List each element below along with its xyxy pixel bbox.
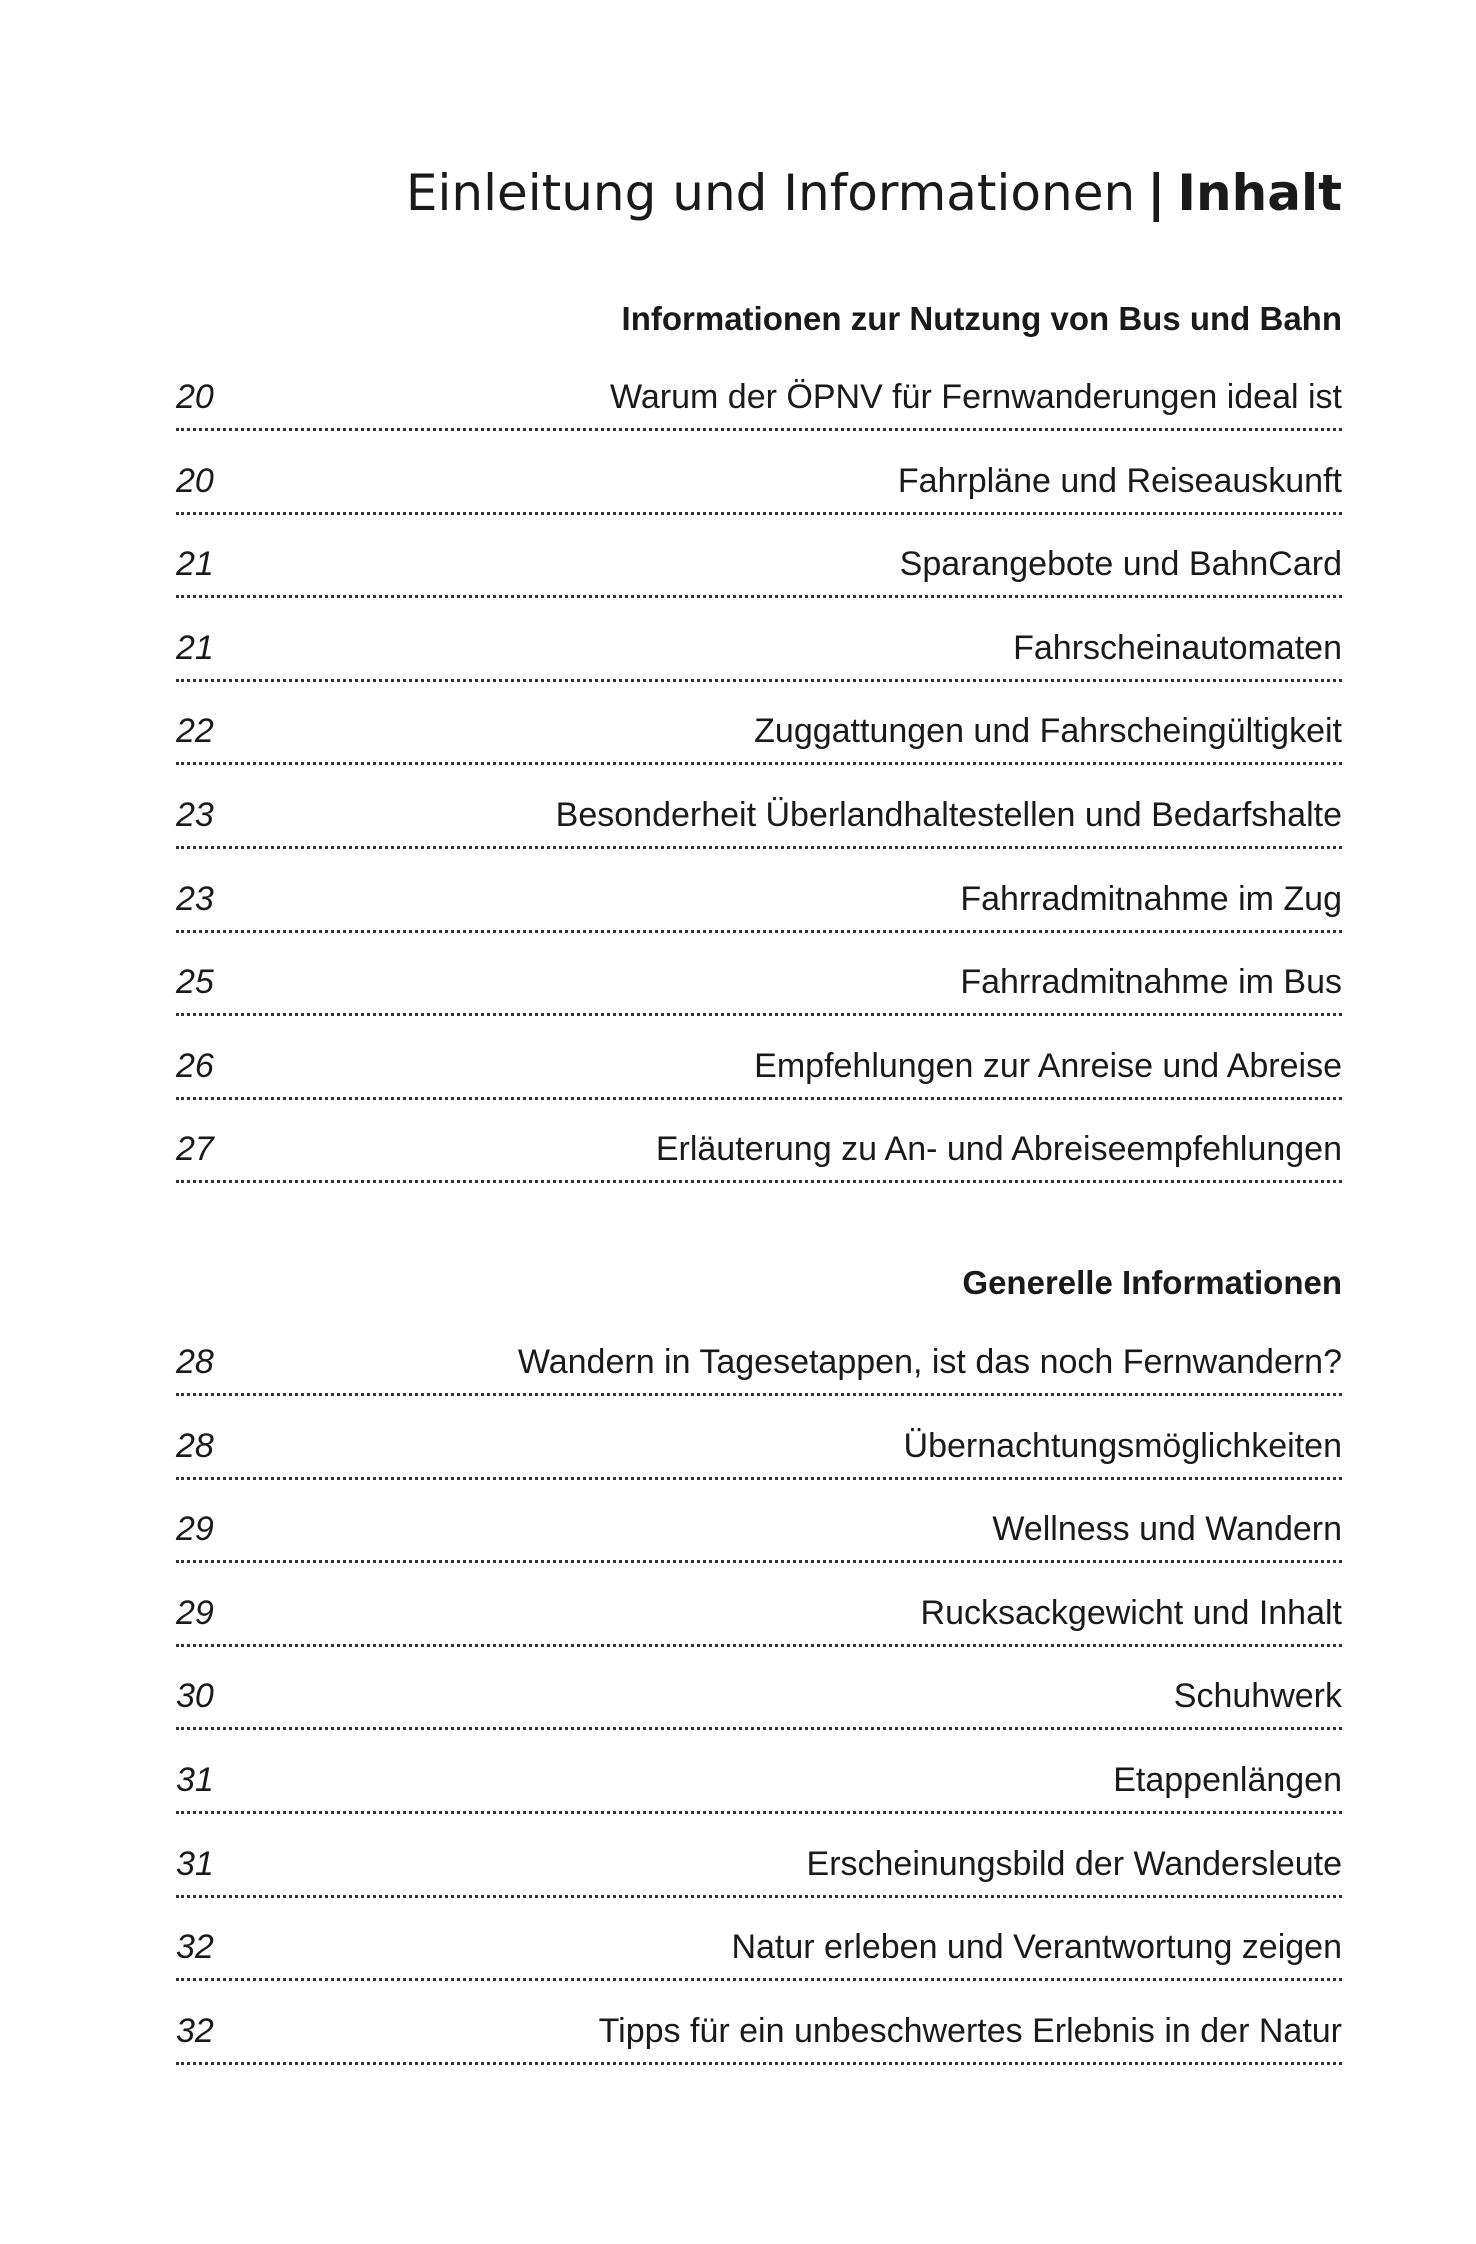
toc-list-bus-bahn <box>176 360 1342 1196</box>
toc-entry-title: Schuhwerk <box>1173 1677 1342 1716</box>
toc-entry[interactable] <box>176 1325 1342 1409</box>
toc-entry-title: Rucksackgewicht und Inhalt <box>920 1593 1342 1632</box>
toc-page <box>176 0 1342 2244</box>
dotted-leader <box>176 1978 1342 1981</box>
toc-entry[interactable] <box>176 694 1342 778</box>
toc-page-number: 31 <box>176 1760 214 1799</box>
toc-page-number: 27 <box>176 1130 214 1169</box>
toc-entry-title: Warum der ÖPNV für Fernwanderungen ideal ist <box>610 378 1342 416</box>
dotted-leader <box>176 428 1342 431</box>
toc-page-number: 21 <box>176 628 214 667</box>
dotted-leader <box>176 1180 1342 1183</box>
section-title-generelle-informationen: Generelle Informationen <box>962 1264 1342 1301</box>
toc-entry[interactable] <box>176 1492 1342 1576</box>
toc-entry[interactable] <box>176 778 1342 862</box>
toc-entry-title: Wellness und Wandern <box>992 1510 1342 1549</box>
dotted-leader <box>176 679 1342 682</box>
toc-entry-title: Tipps für ein unbeschwertes Erlebnis in der Natur <box>598 2011 1342 2050</box>
toc-entry-title: Sparangebote und BahnCard <box>899 545 1342 584</box>
toc-entry-title: Fahrscheinautomaten <box>1013 628 1342 667</box>
dotted-leader <box>176 1895 1342 1898</box>
dotted-leader <box>176 2062 1342 2065</box>
toc-entry[interactable] <box>176 444 1342 528</box>
toc-entry-title: Besonderheit Überlandhaltestellen und Bedarfshalte <box>555 795 1342 834</box>
header-chapter: Einleitung und Informationen <box>405 164 1136 222</box>
toc-entry-title: Zuggattungen und Fahrscheingültigkeit <box>754 712 1342 751</box>
toc-page-number: 29 <box>176 1510 214 1549</box>
toc-entry-title: Erläuterung zu An- und Abreiseempfehlungen <box>655 1130 1342 1169</box>
dotted-leader <box>176 512 1342 515</box>
toc-entry-title: Erscheinungsbild der Wandersleute <box>806 1844 1342 1883</box>
toc-entry-title: Fahrpläne und Reiseauskunft <box>897 461 1342 500</box>
toc-entry-title: Übernachtungsmöglichkeiten <box>903 1426 1342 1465</box>
toc-entry[interactable] <box>176 1029 1342 1113</box>
toc-entry-title: Fahrradmitnahme im Zug <box>960 879 1342 918</box>
toc-page-number: 20 <box>176 378 214 416</box>
toc-list-generelle-informationen <box>176 1325 1342 2077</box>
toc-entry[interactable] <box>176 1994 1342 2078</box>
toc-page-number: 28 <box>176 1426 214 1465</box>
toc-entry-title: Wandern in Tagesetappen, ist das noch Fernwandern? <box>517 1343 1342 1381</box>
toc-entry[interactable] <box>176 1409 1342 1493</box>
toc-entry-title: Natur erleben und Verantwortung zeigen <box>731 1928 1342 1967</box>
dotted-leader <box>176 595 1342 598</box>
dotted-leader <box>176 1811 1342 1814</box>
header-section: Inhalt <box>1177 164 1342 222</box>
section-title-bus-bahn: Informationen zur Nutzung von Bus und Bahn <box>621 300 1342 337</box>
dotted-leader <box>176 1097 1342 1100</box>
toc-entry-title: Empfehlungen zur Anreise und Abreise <box>754 1046 1342 1085</box>
toc-entry[interactable] <box>176 1910 1342 1994</box>
toc-page-number: 22 <box>176 712 214 751</box>
toc-page-number: 23 <box>176 879 214 918</box>
toc-entry[interactable] <box>176 611 1342 695</box>
dotted-leader <box>176 1727 1342 1730</box>
toc-entry[interactable] <box>176 1659 1342 1743</box>
toc-page-number: 20 <box>176 461 214 500</box>
toc-page-number: 31 <box>176 1844 214 1883</box>
toc-entry[interactable] <box>176 862 1342 946</box>
toc-entry[interactable] <box>176 945 1342 1029</box>
toc-entry[interactable] <box>176 1743 1342 1827</box>
toc-page-number: 21 <box>176 545 214 584</box>
page-header <box>405 164 1342 222</box>
dotted-leader <box>176 1393 1342 1396</box>
toc-entry[interactable] <box>176 527 1342 611</box>
dotted-leader <box>176 1560 1342 1563</box>
dotted-leader <box>176 762 1342 765</box>
toc-entry[interactable] <box>176 1827 1342 1911</box>
toc-page-number: 29 <box>176 1593 214 1632</box>
toc-page-number: 32 <box>176 2011 214 2050</box>
toc-page-number: 30 <box>176 1677 214 1716</box>
toc-page-number: 32 <box>176 1928 214 1967</box>
dotted-leader <box>176 846 1342 849</box>
toc-entry[interactable] <box>176 1576 1342 1660</box>
toc-page-number: 26 <box>176 1046 214 1085</box>
toc-page-number: 23 <box>176 795 214 834</box>
header-separator: | <box>1147 164 1166 222</box>
dotted-leader <box>176 1013 1342 1016</box>
toc-entry[interactable] <box>176 360 1342 444</box>
dotted-leader <box>176 1644 1342 1647</box>
dotted-leader <box>176 1477 1342 1480</box>
dotted-leader <box>176 930 1342 933</box>
toc-page-number: 25 <box>176 963 214 1002</box>
toc-entry[interactable] <box>176 1112 1342 1196</box>
toc-entry-title: Etappenlängen <box>1113 1760 1342 1799</box>
toc-entry-title: Fahrradmitnahme im Bus <box>960 963 1342 1002</box>
toc-page-number: 28 <box>176 1343 214 1381</box>
